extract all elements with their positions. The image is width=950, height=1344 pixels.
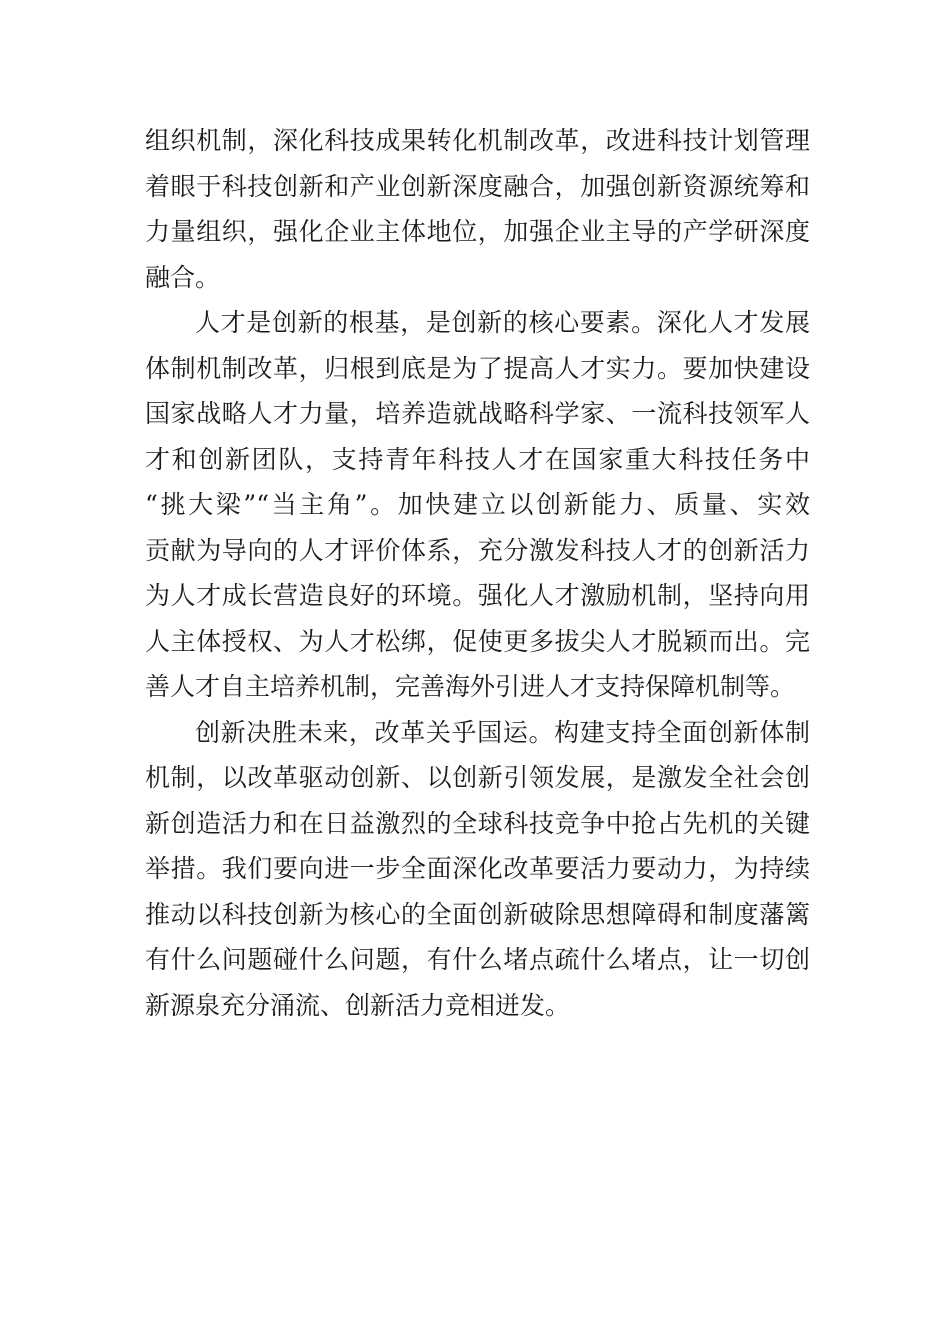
text-line: 创新决胜未来，改革关乎国运。构建支持全面创新体制 <box>195 717 810 747</box>
text-line: 新源泉充分涌流、创新活力竞相迸发。 <box>145 990 571 1020</box>
text-line: “挑大梁”“当主角”。加快建立以创新能力、质量、实效 <box>145 490 810 519</box>
text-line: 举措。我们要向进一步全面深化改革要活力要动力，为持续 <box>145 854 810 883</box>
text-line: 新创造活力和在日益激烈的全球科技竞争中抢占先机的关键 <box>145 808 810 838</box>
text-line: 融合。 <box>145 262 221 292</box>
paragraph-1 <box>145 118 810 300</box>
paragraph-2 <box>145 300 810 710</box>
document-body <box>145 118 810 1028</box>
text-line: 机制，以改革驱动创新、以创新引领发展，是激发全社会创 <box>145 763 810 792</box>
text-line: 着眼于科技创新和产业创新深度融合，加强创新资源统筹和 <box>145 171 810 201</box>
text-line: 人主体授权、为人才松绑，促使更多拔尖人才脱颖而出。完 <box>145 626 810 656</box>
text-line: 善人才自主培养机制，完善海外引进人才支持保障机制等。 <box>145 672 796 701</box>
text-line: 有什么问题碰什么问题，有什么堵点疏什么堵点，让一切创 <box>145 945 810 974</box>
text-line: 人才是创新的根基，是创新的核心要素。深化人才发展 <box>195 308 810 337</box>
text-line: 为人才成长营造良好的环境。强化人才激励机制，坚持向用 <box>145 581 810 610</box>
text-line: 力量组织，强化企业主体地位，加强企业主导的产学研深度 <box>145 217 810 246</box>
text-line: 组织机制，深化科技成果转化机制改革，改进科技计划管理 <box>145 126 810 155</box>
text-line: 国家战略人才力量，培养造就战略科学家、一流科技领军人 <box>145 399 810 428</box>
text-line: 体制机制改革，归根到底是为了提高人才实力。要加快建设 <box>145 353 810 383</box>
paragraph-3 <box>145 710 810 1029</box>
text-line: 推动以科技创新为核心的全面创新破除思想障碍和制度藩篱 <box>145 899 810 929</box>
text-line: 才和创新团队，支持青年科技人才在国家重大科技任务中 <box>145 444 810 474</box>
text-line: 贡献为导向的人才评价体系，充分激发科技人才的创新活力 <box>145 535 810 565</box>
